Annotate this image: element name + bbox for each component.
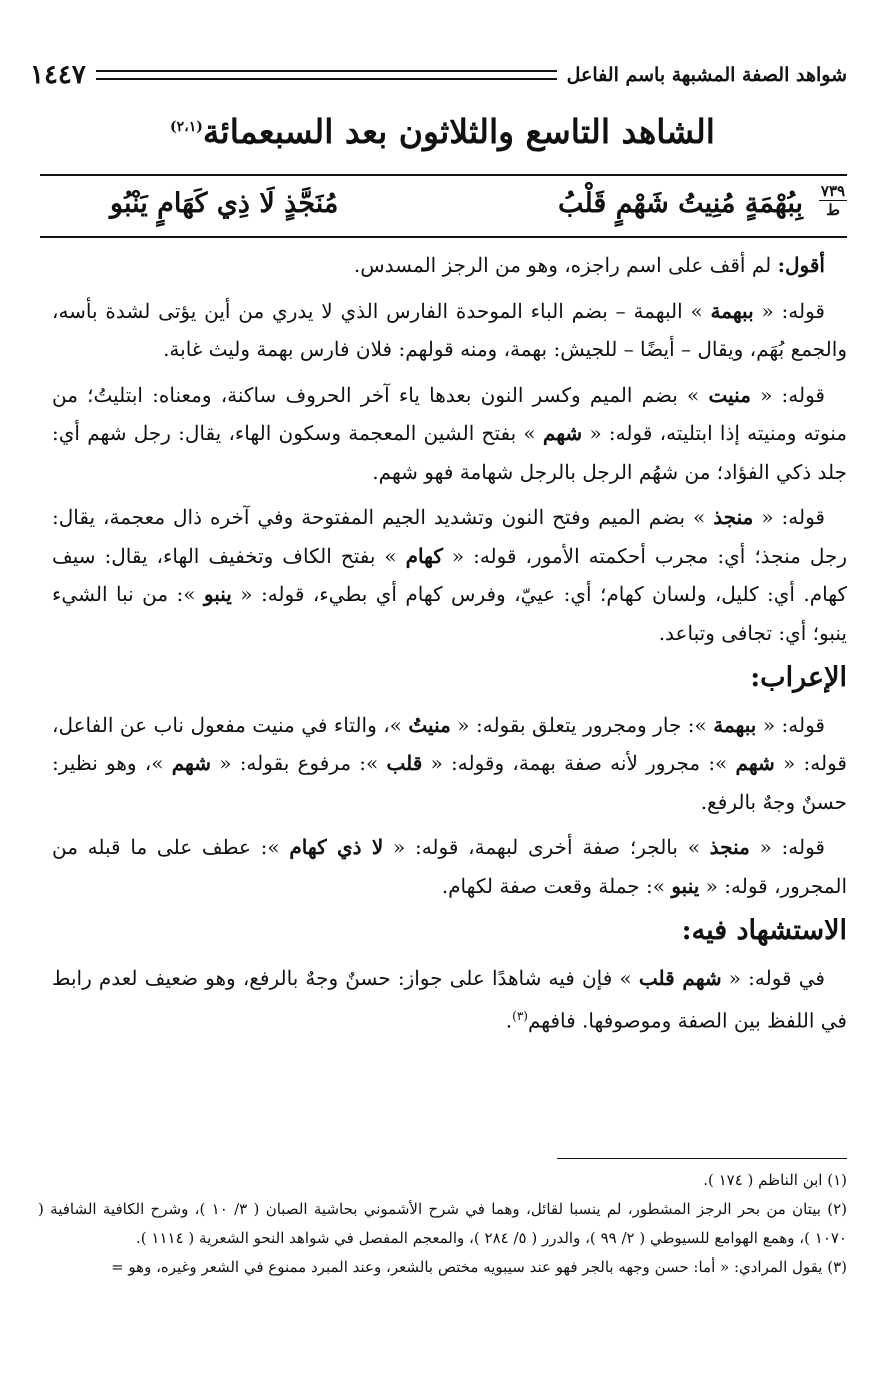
footnote-2: (٢) بيتان من بحر الرجز المشطور، لم ينسبا لقائل، وهما في شرح الأشموني بحاشية الصبان ( ٣/ ١٠ )، وشرح الكافية الشافية ( ١٠٧٠ )، وهمع الهوامع للسيوطي ( ٢/ ٩٩ )، والدرر ( ٥/ ٢٨٤ )، والمعجم المفصل في شواهد النحو الشعرية ( ١١١٤ ). [38,1200,847,1247]
running-head-rule [96,70,557,80]
term: لا ذي كهام [289,835,384,859]
term: منجذ [713,505,754,529]
verse-box [40,174,847,238]
verse-hemistich-first: بِبُهْمَةٍ مُنِيتُ شَهْمٍ قَلْبُ [557,188,803,219]
term: أقول: [777,253,825,277]
term: منيتُ [408,712,451,737]
term: ببهمة [710,298,754,323]
term: ينبو [671,873,700,898]
i3rab-heading: الإعراب: [750,662,847,693]
footnote-separator [557,1158,847,1159]
term: شهم [735,751,775,775]
verse-hemistich-second: مُنَجَّذٍ لَا ذِي كَهَامٍ يَنْبُو [110,188,339,219]
paragraph-i3rab-2: قوله: « منجذ » بالجر؛ صفة أخرى لبهمة، قوله: « لا ذي كهام »: عطف على ما قبله من المجرور، قوله: « ينبو »: جملة وقعت صفة لكهام. [52,835,847,898]
paragraph-intro: أقول: لم أقف على اسم راجزه، وهو من الرجز المسدس. [353,253,825,277]
verse-mark: ط [826,201,840,219]
term: شهم قلب [638,965,722,990]
term: منيت [708,382,751,407]
istishhad-heading: الاستشهاد فيه: [681,915,847,946]
paragraph-buhma: قوله: « ببهمة » البهمة – بضم الباء الموحدة الفارس الذي لا يدري من أين يؤتى لشدة بأسه، والجمع بُهَم، ويقال – أيضًا – للجيش: بهمة، ومنه قولهم: فلان فارس بهمة وليث غابة. [52,298,847,361]
section-title-text: الشاهد التاسع والثلاثون بعد السبعمائة [202,112,715,151]
footnote-ref: (٣) [512,1009,528,1023]
term: كهام [405,543,443,568]
verse-number-value: ٧٣٩ [820,182,846,200]
page-number: ١٤٤٧ [30,60,86,90]
term: شهم [542,421,583,445]
term: منجذ [709,835,750,859]
commentary-body [52,246,847,1047]
term: شهم [171,751,211,775]
running-head [30,55,847,95]
footnote-1: (١) ابن الناظم ( ١٧٤ ). [703,1171,847,1189]
verse-number [819,182,847,219]
term: قلب [386,751,423,775]
paragraph-munajjadh: قوله: « منجذ » بضم الميم وفتح النون وتشديد الجيم المفتوحة وفي آخره ذال معجمة، يقال: رجل منجذ؛ أي: مجرب أحكمته الأمور، قوله: « كهام » بفتح الكاف وتخفيف الهاء، يقال: سيف كهام. أي: كليل، ولسان كهام؛ أي: عييّ، وفرس كهام أي بطيء، قوله: « ينبو »: من نبا الشيء ينبو؛ أي: تجافى وتباعد. [52,505,847,645]
term: ينبو [203,582,232,606]
term: ببهمة [713,712,757,737]
paragraph-istishhad: في قوله: « شهم قلب » فإن فيه شاهدًا على جواز: حسنٌ وجهٌ بالرفع، وهو ضعيف لعدم رابط في اللفظ بين الصفة وموصوفها. فافهم$^{(٣)}$. [52,965,847,1033]
footnotes [38,1166,847,1282]
footnote-ref: (٢،١) [170,119,203,135]
paragraph-munit: قوله: « منيت » بضم الميم وكسر النون بعدها ياء آخر الحروف ساكنة، ومعناه: ابتليتُ؛ من منوته ومنيته إذا ابتليته، قوله: « شهم » بفتح الشين المعجمة وسكون الهاء، يقال: رجل شهم أي: جلد ذكي الفؤاد؛ من شهُم الرجل بالرجل شهامة فهو شهم. [52,382,847,484]
footnote-3: (٣) يقول المرادي: « أما: حسن وجهه بالجر فهو عند سيبويه مختص بالشعر، وعند المبرد ممنوع في الشعر وغيره، وهو = [111,1258,847,1276]
section-title [40,112,845,151]
running-head-title: شواهد الصفة المشبهة باسم الفاعل [566,64,847,86]
paragraph-i3rab-1: قوله: « ببهمة »: جار ومجرور يتعلق بقوله: « منيتُ »، والتاء في منيت مفعول ناب عن الفاعل، قوله: « شهم »: مجرور لأنه صفة بهمة، وقوله: « قلب »: مرفوع بقوله: « شهم »، وهو نظير: حسنٌ وجهٌ بالرفع. [52,712,847,814]
